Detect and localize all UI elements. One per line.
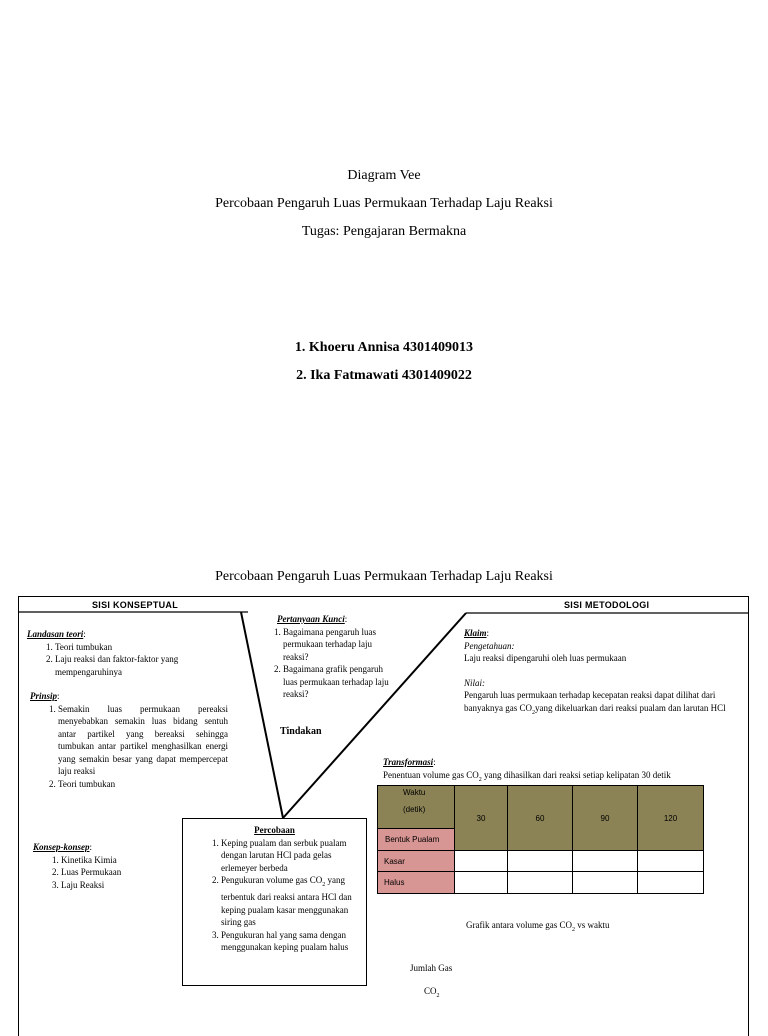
table-cell (455, 872, 508, 894)
percobaan-item: 3. Pengukuran hal yang sama dengan menggunakan keping pualam halus (221, 929, 358, 954)
co2-label: $CO_2$ (424, 986, 440, 999)
table-cell (638, 872, 704, 894)
table-cell (573, 851, 638, 872)
konsep-section: Konsep-konsep: 1. Kinetika Kimia 2. Luas Permukaan 3. Laju Reaksi (33, 841, 193, 891)
time-header: 60 (508, 786, 573, 851)
table-cell (573, 872, 638, 894)
transformasi-heading: Transformasi (383, 757, 434, 767)
landasan-item: 1. Teori tumbukan (55, 641, 227, 654)
landasan-heading: Landasan teori (27, 629, 84, 639)
table-cell (508, 851, 573, 872)
author-1: 1. Khoeru Annisa 4301409013 (294, 340, 474, 355)
cover-title: Diagram Vee (347, 168, 421, 183)
detik-label: (detik) (403, 805, 426, 814)
transformasi-table (377, 785, 704, 894)
prinsip-section: Prinsip: 1. Semakin luas permukaan pereaksi menyebabkan semakin luas bidang sentuh antar partikel yang bereaksi sehingga tumbukan antar partikel menghasilkan energi yang semakin besar yang dapat mempercepat laju reaksi 2. Teori tumbukan (30, 690, 228, 790)
prinsip-item: 2. Teori tumbukan (58, 778, 228, 791)
pertanyaan-item: 1. Bagaimana pengaruh luas permukaan terhadap laju reaksi? (283, 626, 395, 664)
landasan-section: Landasan teori: 1. Teori tumbukan 2. Laju reaksi dan faktor-faktor yang mempengaruhinya (27, 628, 227, 678)
pertanyaan-section: Pertanyaan Kunci: 1. Bagaimana pengaruh luas permukaan terhadap laju reaksi? 2. Bagaimana grafik pengaruh luas permukaan terhadap laju reaksi? (263, 613, 395, 701)
row-label-kasar: Kasar (378, 851, 455, 872)
time-header: 120 (638, 786, 704, 851)
pertanyaan-heading: Pertanyaan Kunci (277, 614, 345, 624)
waktu-header-cell (378, 786, 455, 829)
percobaan-box (182, 818, 367, 986)
klaim-section: Klaim: Pengetahuan: Laju reaksi dipengaruhi oleh luas permukaan Nilai: Pengaruh luas permukaan terhadap kecepatan reaksi dapat dilihat dari banyaknya gas $CO_2yang$ dikeluarkan dari reaksi pualam dan larutan HCl (464, 627, 734, 719)
transformasi-desc: Penentuan volume gas $CO_2$ yang dihasilkan dari reaksi setiap kelipatan 30 detik (383, 769, 671, 783)
table-cell (638, 851, 704, 872)
transformasi-section: Transformasi: Penentuan volume gas $CO_2$ yang dihasilkan dari reaksi setiap kelipatan 30 detik (383, 756, 743, 786)
tindakan-label: Tindakan (280, 726, 322, 737)
pertanyaan-item: 2. Bagaimana grafik pengaruh luas permukaan terhadap laju reaksi? (283, 663, 395, 701)
table-cell (508, 872, 573, 894)
grafik-caption: Grafik antara volume gas $CO_2$ vs waktu (466, 920, 610, 933)
waktu-label: Waktu (403, 788, 426, 797)
konsep-item: 3. Laju Reaksi (61, 879, 193, 892)
konsep-item: 1. Kinetika Kimia (61, 854, 193, 867)
konsep-heading: Konsep-konsep (33, 842, 90, 852)
cover-task: Tugas: Pengajaran Bermakna (301, 224, 467, 239)
jumlah-gas-label: Jumlah Gas (410, 963, 453, 973)
bentuk-pualam-cell: Bentuk Pualam (378, 829, 455, 851)
nilai-label: Nilai: (464, 677, 486, 688)
percobaan-item: 2. Pengukuran volume gas $CO_2$ yang terbentuk dari reaksi antara HCl dan keping pualam kasar menggunakan siring gas (221, 874, 358, 929)
cover-subtitle: Percobaan Pengaruh Luas Permukaan Terhadap Laju Reaksi (215, 196, 553, 211)
klaim-heading: Klaim (464, 628, 487, 638)
pengetahuan-label: Pengetahuan: (464, 640, 515, 651)
nilai-text: Pengaruh luas permukaan terhadap kecepatan reaksi dapat dilihat dari banyaknya gas $CO_2yang$ dikeluarkan dari reaksi pualam dan larutan HCl (464, 690, 726, 716)
row-label-halus: Halus (378, 872, 455, 894)
author-2: 2. Ika Fatmawati 4301409022 (296, 368, 472, 383)
right-header: SISI METODOLOGI (564, 600, 650, 610)
time-header: 30 (455, 786, 508, 851)
pengetahuan-text: Laju reaksi dipengaruhi oleh luas permukaan (464, 653, 627, 663)
konsep-item: 2. Luas Permukaan (61, 866, 193, 879)
left-header: SISI KONSEPTUAL (92, 600, 179, 610)
percobaan-heading: Percobaan (254, 825, 295, 835)
percobaan-item: 1. Keping pualam dan serbuk pualam dengan larutan HCl pada gelas erlemeyer berbeda (221, 837, 358, 875)
prinsip-heading: Prinsip (30, 691, 58, 701)
landasan-item: 2. Laju reaksi dan faktor-faktor yang mempengaruhinya (55, 653, 227, 678)
diagram-title: Percobaan Pengaruh Luas Permukaan Terhadap Laju Reaksi (215, 569, 553, 584)
time-header: 90 (573, 786, 638, 851)
table-cell (455, 851, 508, 872)
prinsip-item: 1. Semakin luas permukaan pereaksi menyebabkan semakin luas bidang sentuh antar partikel yang bereaksi sehingga tumbukan antar partikel menghasilkan energi yang semakin besar yang dapat mempercepat laju reaksi (58, 703, 228, 778)
